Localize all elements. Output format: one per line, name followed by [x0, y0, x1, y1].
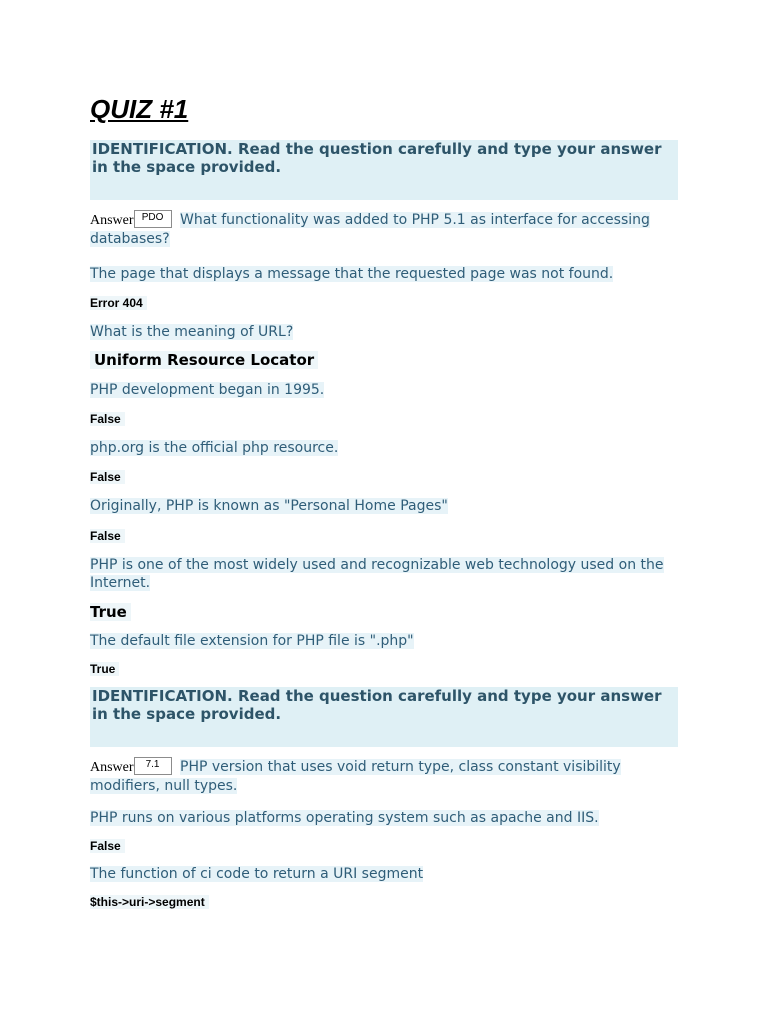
question-text: PHP is one of the most widely used and recognizable web technology used on the Internet. [90, 557, 664, 591]
answer-text: True [90, 662, 119, 676]
question-item [90, 809, 678, 827]
question-item [90, 381, 678, 399]
question-text: The default file extension for PHP file is ".php" [90, 633, 414, 649]
question-text: php.org is the official php resource. [90, 440, 339, 456]
question-item [90, 556, 678, 592]
page-title: QUIZ #1 [90, 94, 189, 124]
question-item [90, 265, 678, 283]
question-text: The page that displays a message that the requested page was not found. [90, 266, 614, 282]
answer-label: Answer [90, 760, 134, 775]
question-item [90, 323, 678, 341]
question-item [90, 757, 678, 795]
question-item [90, 439, 678, 457]
question-item [90, 210, 678, 248]
answer-text: Error 404 [90, 296, 147, 310]
question-text: What is the meaning of URL? [90, 324, 294, 340]
question-text: PHP version that uses void return type, class constant visibility modifiers, null types. [90, 759, 621, 794]
answer-text: False [90, 529, 125, 543]
answer-text: Uniform Resource Locator [90, 351, 318, 369]
question-item [90, 865, 678, 883]
question-text: PHP runs on various platforms operating system such as apache and IIS. [90, 810, 599, 826]
answer-input[interactable]: PDO [134, 210, 172, 228]
answer-input[interactable]: 7.1 [134, 757, 172, 775]
question-text: PHP development began in 1995. [90, 382, 325, 398]
answer-text: False [90, 412, 125, 426]
answer-text: $this->uri->segment [90, 895, 209, 909]
answer-text: False [90, 470, 125, 484]
question-item [90, 497, 678, 515]
identification-instructions: IDENTIFICATION. Read the question carefully and type your answer in the space provided. [90, 140, 678, 200]
question-text: Originally, PHP is known as "Personal Home Pages" [90, 498, 448, 514]
answer-label: Answer [90, 213, 134, 228]
question-text: What functionality was added to PHP 5.1 as interface for accessing databases? [90, 212, 650, 247]
answer-text: True [90, 603, 131, 621]
answer-text: False [90, 839, 125, 853]
question-text: The function of ci code to return a URI segment [90, 866, 424, 882]
identification-instructions: IDENTIFICATION. Read the question carefully and type your answer in the space provided. [90, 687, 678, 747]
question-item [90, 632, 678, 650]
